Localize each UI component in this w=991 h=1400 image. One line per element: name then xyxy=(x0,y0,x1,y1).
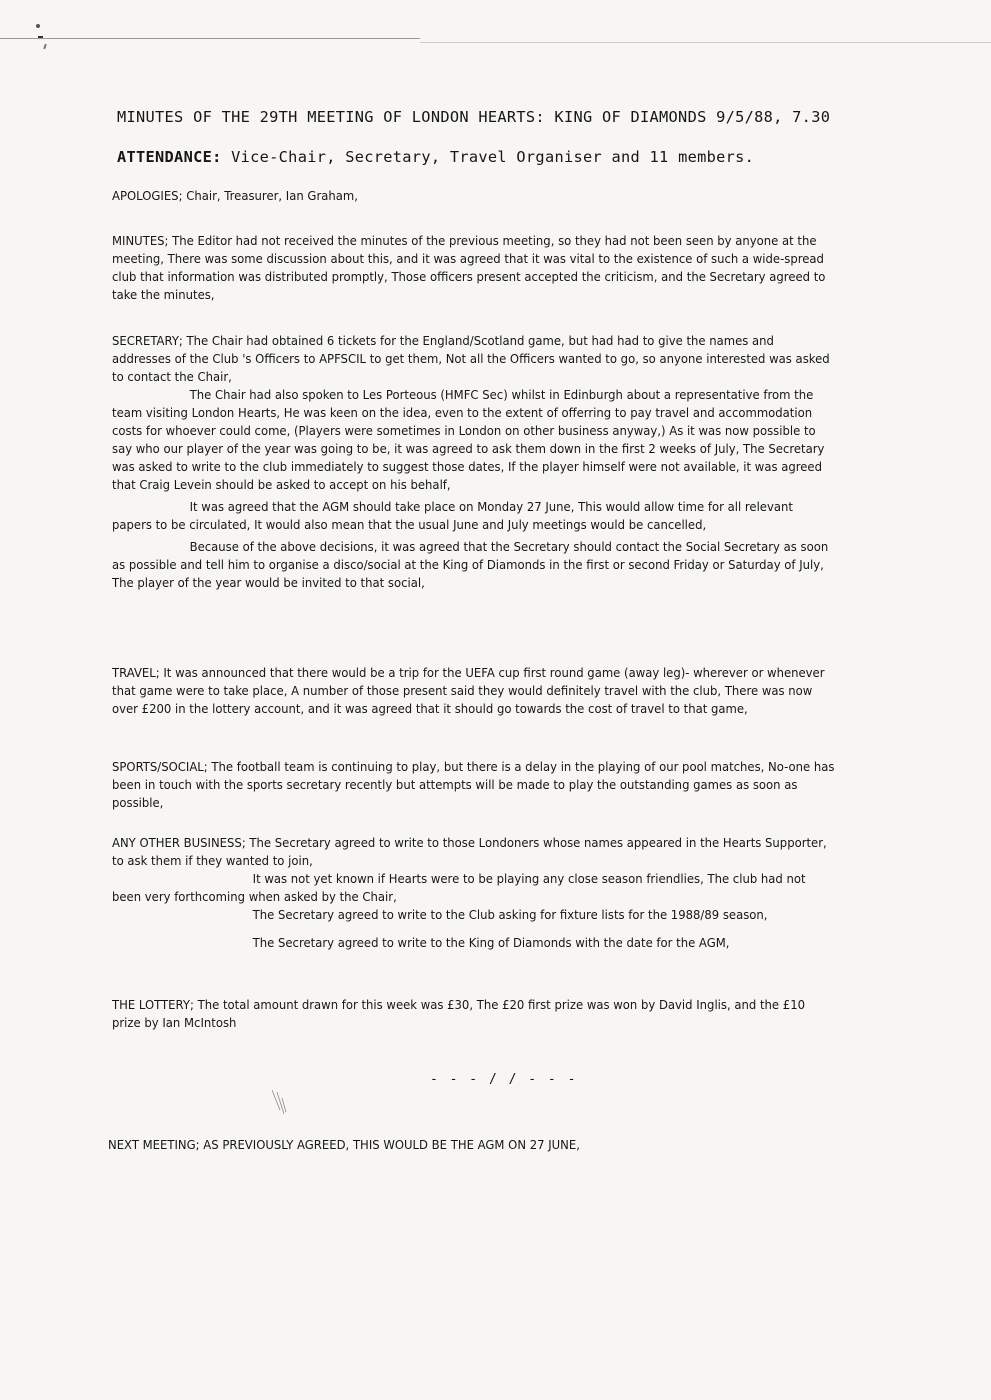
section-separator: - - - / / - - - xyxy=(430,1072,578,1087)
attendance-label: ATTENDANCE: xyxy=(117,148,222,166)
attendance-line xyxy=(117,148,897,166)
next-meeting-line: NEXT MEETING; AS PREVIOUSLY AGREED, THIS WOULD BE THE AGM ON 27 JUNE, xyxy=(108,1138,580,1152)
scan-edge-line xyxy=(0,38,420,39)
minutes-section: MINUTES; The Editor had not received the minutes of the previous meeting, so they had not been seen by anyone at the meeting, There was some discussion about this, and it was agreed that it was vital to the existence of such a wide-spread club that information was distributed promptly, Those officers present accepted the criticism, and the Secretary agreed to take the minutes, xyxy=(112,234,826,302)
aob-paragraph-2: It was not yet known if Hearts were to be playing any close season friendlies, The club had not been very forthcoming when asked by the Chair, xyxy=(112,872,806,904)
secretary-paragraph-3: It was agreed that the AGM should take place on Monday 27 June, This would allow time for all relevant papers to be circulated, It would also mean that the usual June and July meetings would be cancelled, xyxy=(112,500,793,532)
aob-paragraph-1: ANY OTHER BUSINESS; The Secretary agreed to write to those Londoners whose names appeared in the Hearts Supporter, to ask them if they wanted to join, xyxy=(112,836,827,868)
scan-edge-line xyxy=(420,42,991,43)
aob-paragraph-3: The Secretary agreed to write to the Club asking for fixture lists for the 1988/89 season, xyxy=(252,908,768,922)
document-title: MINUTES OF THE 29TH MEETING OF LONDON HEARTS: KING OF DIAMONDS 9/5/88, 7.30 xyxy=(117,108,831,126)
ink-mark xyxy=(43,44,47,49)
attendance-text: Vice-Chair, Secretary, Travel Organiser and 11 members. xyxy=(231,148,755,166)
ink-mark xyxy=(38,36,43,38)
secretary-paragraph-4: Because of the above decisions, it was agreed that the Secretary should contact the Social Secretary as soon as possible and tell him to organise a disco/social at the King of Diamonds in the first or second Friday or Saturday of July, The player of the year would be invited to that social, xyxy=(112,540,829,590)
secretary-paragraph-2: The Chair had also spoken to Les Porteous (HMFC Sec) whilst in Edinburgh about a representative from the team visiting London Hearts, He was keen on the idea, even to the extent of offerring to pay travel and accommodation costs for whoever could come, (Players were sometimes in London on other business anyway,) As it was now possible to say who our player of the year was going to be, it was agreed to ask them down in the first 2 weeks of July, The Secretary was asked to write to the club immediately to suggest those dates, If the player himself were not available, it was agreed that Craig Levein should be asked to accept on his behalf, xyxy=(112,388,825,492)
secretary-section xyxy=(112,332,835,592)
ink-mark xyxy=(36,24,40,28)
secretary-paragraph-1: SECRETARY; The Chair had obtained 6 tickets for the England/Scotland game, but had had to give the names and addresses of the Club 's Officers to APFSCIL to get them, Not all the Officers wanted to go, so anyone interested was asked to contact the Chair, xyxy=(112,334,830,384)
travel-section: TRAVEL; It was announced that there would be a trip for the UEFA cup first round game (away leg)- wherever or whenever that game were to take place, A number of those present said they would definitely travel with the club, There was now over £200 in the lottery account, and it was agreed that it should go towards the cost of travel to that game, xyxy=(112,666,825,716)
sports-social-section: SPORTS/SOCIAL; The football team is continuing to play, but there is a delay in the playing of our pool matches, No-one has been in touch with the sports secretary recently but attempts will be made to play the outstanding games as soon as possible, xyxy=(112,760,835,810)
lottery-section: THE LOTTERY; The total amount drawn for this week was £30, The £20 first prize was won by David Inglis, and the £10 prize by Ian McIntosh xyxy=(112,998,806,1030)
any-other-business-section xyxy=(112,834,835,952)
pen-scribble-mark xyxy=(268,1088,298,1118)
aob-paragraph-4: The Secretary agreed to write to the King of Diamonds with the date for the AGM, xyxy=(252,936,730,950)
apologies-section: APOLOGIES; Chair, Treasurer, Ian Graham, xyxy=(112,189,358,203)
